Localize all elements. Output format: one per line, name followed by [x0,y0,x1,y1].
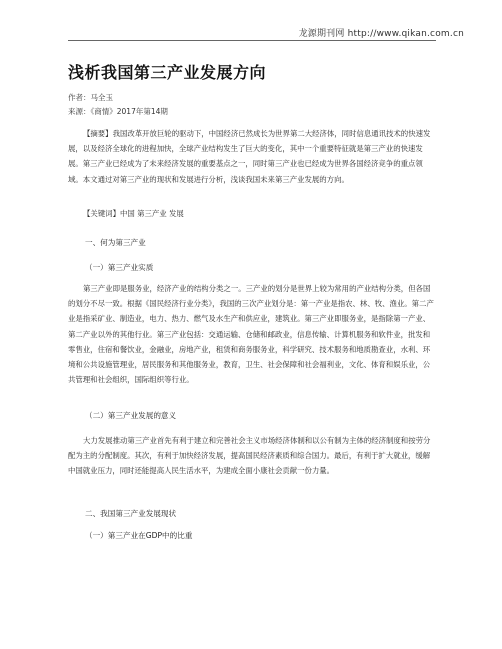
subsection-heading-2-1: （一）第三产业在GDP中的比重 [85,531,193,540]
subsection-heading-1-1: （一）第三产业实质 [85,263,154,272]
header-divider [68,40,436,41]
body-paragraph-1: 第三产业即是服务业，经济产业的结构分类之一。三产业的划分是世界上较为常用的产业结构分类，但各国的划分不尽一致。根据《国民经济行业分类》，我国的三次产业划分是：第一产业是指农、林、牧、渔业。第二产业是指采矿业、制造业，电力、热力、燃气及水生产和供应业，建筑业。第三产业即服务业，是指除第一产业、第二产业以外的其他行业。第三产业包括：交通运输、仓储和邮政业，信息传输、计算机服务和软件业，批发和零售业，住宿和餐饮业，金融业，房地产业，租赁和商务服务业，科学研究、技术服务和地质勘查业，水利、环境和公共设施管理业，居民服务和其他服务业，教育，卫生、社会保障和社会福利业，文化、体育和娱乐业，公共管理和社会组织，国际组织等行业。 [68,284,434,385]
keywords-line: 【关键词】中国 第三产业 发展 [83,209,184,218]
body-paragraph-2: 大力发展推动第三产业首先有利于建立和完善社会主义市场经济体制和以公有制为主体的经济制度和按劳分配为主的分配制度。其次，有利于加快经济发展，提高国民经济素质和综合国力。最后，有利于扩大就业，缓解中国就业压力，同时还能提高人民生活水平，为建成全面小康社会贡献一份力量。 [68,436,431,476]
article-author: 作者：马全玉 [68,93,113,102]
abstract-paragraph: 【摘要】我国改革开放巨轮的驱动下，中国经济已然成长为世界第二大经济体，同时信息通讯技术的快速发展，以及经济全球化的进程加快，全球产业结构发生了巨大的变化，其中一个重要特征就是第三产业的快速发展。第三产业已经成为了未来经济发展的重要基点之一，同时第三产业也已经成为世界各国经济竞争的重点领域。本文通过对第三产业的现状和发展进行分析，浅谈我国未来第三产业发展的方向。 [68,129,431,184]
article-title: 浅析我国第三产业发展方向 [68,63,267,82]
section-heading-1: 一、何为第三产业 [85,238,146,247]
section-heading-2: 二、我国第三产业发展现状 [85,509,177,518]
header-site[interactable]: 龙源期刊网 http://www.qikan.com.cn [298,29,464,39]
subsection-heading-1-2: （二）第三产业发展的意义 [85,411,177,420]
article-source: 来源：《商情》2017年第14期 [68,107,168,116]
